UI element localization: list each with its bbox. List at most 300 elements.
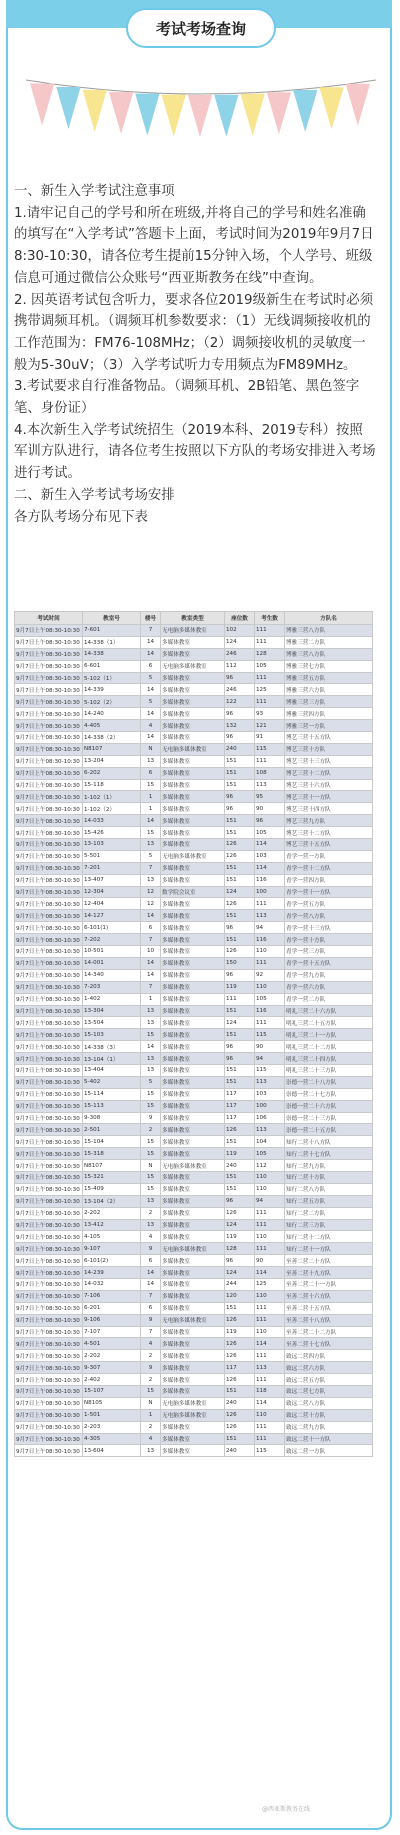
column-header: 楼号 (141, 612, 161, 625)
table-cell: 13 (141, 1195, 161, 1207)
table-cell: 116 (255, 1005, 285, 1017)
table-cell: 110 (255, 1409, 285, 1421)
table-cell: 多媒体教室 (161, 1112, 225, 1124)
table-row (15, 708, 373, 720)
table-row (15, 660, 373, 672)
table-cell: 多媒体教室 (161, 1290, 225, 1302)
bunting-flag (56, 87, 80, 129)
table-cell: 15-103 (83, 1029, 141, 1041)
table-cell: 无电脑多媒体教室 (161, 1160, 225, 1172)
bunting-flag (83, 90, 107, 132)
table-row (15, 910, 373, 922)
table-row (15, 815, 373, 827)
table-cell: 15 (141, 1386, 161, 1398)
table-cell: 多媒体教室 (161, 1350, 225, 1362)
table-row (15, 1267, 373, 1279)
table-cell: 数学院会议室 (161, 886, 225, 898)
table-cell: 151 (225, 862, 255, 874)
exam-room-table (14, 611, 373, 1457)
table-cell: 多媒体教室 (161, 672, 225, 684)
table-cell: 96 (255, 815, 285, 827)
table-cell: 151 (225, 1029, 255, 1041)
table-cell: 无电脑多媒体教室 (161, 1409, 225, 1421)
table-cell: 无电脑多媒体教室 (161, 1314, 225, 1326)
table-cell: 青学一营十五方队 (285, 957, 373, 969)
bunting-flag (188, 95, 212, 137)
table-cell: 9月7日上午08:30-10:30 (15, 755, 83, 767)
table-cell: 111 (255, 1243, 285, 1255)
table-cell: 14-340 (83, 969, 141, 981)
table-cell: 111 (255, 957, 285, 969)
table-row (15, 779, 373, 791)
table-cell: 126 (225, 1374, 255, 1386)
table-cell: 93 (255, 708, 285, 720)
table-cell: 博雅三营五方队 (285, 672, 373, 684)
table-cell: 110 (255, 1231, 285, 1243)
table-cell: 5-102（2） (83, 696, 141, 708)
table-cell: 9月7日上午08:30-10:30 (15, 993, 83, 1005)
table-cell: 6-101(2) (83, 1255, 141, 1267)
table-cell: 博艺三营十五方队 (285, 732, 373, 744)
table-cell: 9月7日上午08:30-10:30 (15, 767, 83, 779)
table-row (15, 1433, 373, 1445)
table-cell: 119 (225, 1231, 255, 1243)
table-cell: 博雅三营八方队 (285, 625, 373, 637)
table-row (15, 1195, 373, 1207)
table-cell: 无电脑多媒体教室 (161, 743, 225, 755)
table-cell: 103 (255, 1088, 285, 1100)
table-cell: 青学一营十二方队 (285, 862, 373, 874)
table-cell: 9月7日上午08:30-10:30 (15, 1017, 83, 1029)
table-cell: 明礼三营二十二方队 (285, 1041, 373, 1053)
table-cell: 112 (225, 660, 255, 672)
table-cell: 15 (141, 1100, 161, 1112)
table-cell: 110 (255, 946, 285, 958)
table-cell: 111 (255, 1017, 285, 1029)
table-row (15, 981, 373, 993)
table-cell: 126 (225, 946, 255, 958)
table-cell: 9月7日上午08:30-10:30 (15, 1076, 83, 1088)
table-cell: 9月7日上午08:30-10:30 (15, 684, 83, 696)
table-cell: 14-032 (83, 1278, 141, 1290)
table-cell: 9月7日上午08:30-10:30 (15, 1231, 83, 1243)
table-cell: 14 (141, 648, 161, 660)
table-cell: 126 (225, 898, 255, 910)
table-cell: 4-105 (83, 1231, 141, 1243)
table-row (15, 1112, 373, 1124)
table-cell: 致远二营八方队 (285, 1397, 373, 1409)
table-cell: 111 (225, 993, 255, 1005)
table-cell: 多媒体教室 (161, 1255, 225, 1267)
table-cell: 111 (255, 755, 285, 767)
table-cell: 4 (141, 720, 161, 732)
table-row (15, 1231, 373, 1243)
table-cell: 13 (141, 1017, 161, 1029)
table-cell: 明礼三营二十六方队 (285, 1005, 373, 1017)
table-cell: 知行二营二方队 (285, 1207, 373, 1219)
table-cell: 7-107 (83, 1326, 141, 1338)
table-row (15, 1255, 373, 1267)
table-cell: N (141, 1397, 161, 1409)
table-cell: 明礼三营二十四方队 (285, 1053, 373, 1065)
table-row (15, 1374, 373, 1386)
table-cell: 多媒体教室 (161, 648, 225, 660)
bunting-flag (240, 94, 264, 136)
table-cell: 151 (225, 827, 255, 839)
table-cell: 5 (141, 696, 161, 708)
table-cell: 15-118 (83, 779, 141, 791)
table-cell: 青学一营五方队 (285, 898, 373, 910)
table-cell: 多媒体教室 (161, 767, 225, 779)
table-cell: 151 (225, 1005, 255, 1017)
table-cell: 10 (141, 946, 161, 958)
table-cell: 13-304 (83, 1005, 141, 1017)
table-cell: 多媒体教室 (161, 1195, 225, 1207)
table-cell: 多媒体教室 (161, 1171, 225, 1183)
table-cell: N8107 (83, 743, 141, 755)
table-cell: 1-402 (83, 993, 141, 1005)
table-cell: 114 (255, 1267, 285, 1279)
table-cell: 知行二营十方队 (285, 1171, 373, 1183)
table-cell: 113 (255, 779, 285, 791)
title-tab (126, 8, 276, 48)
table-cell: 9月7日上午08:30-10:30 (15, 1183, 83, 1195)
table-cell: 9月7日上午08:30-10:30 (15, 1100, 83, 1112)
table-cell: 多媒体教室 (161, 1326, 225, 1338)
table-cell: 多媒体教室 (161, 839, 225, 851)
table-cell: 96 (225, 969, 255, 981)
table-cell: 致远二营九方队 (285, 1421, 373, 1433)
table-cell: 151 (225, 910, 255, 922)
table-row (15, 1076, 373, 1088)
table-cell: 10-501 (83, 946, 141, 958)
table-cell: 博艺三营十六方队 (285, 779, 373, 791)
table-cell: 106 (255, 1112, 285, 1124)
table-cell: 9月7日上午08:30-10:30 (15, 1267, 83, 1279)
table-cell: 111 (255, 1374, 285, 1386)
column-header: 教室号 (83, 612, 141, 625)
table-cell: 14-239 (83, 1267, 141, 1279)
table-cell: 103 (255, 850, 285, 862)
table-cell: 9月7日上午08:30-10:30 (15, 1243, 83, 1255)
table-cell: 14-127 (83, 910, 141, 922)
table-cell: 96 (225, 803, 255, 815)
table-cell: 9月7日上午08:30-10:30 (15, 803, 83, 815)
table-cell: 113 (255, 1076, 285, 1088)
table-cell: 94 (255, 922, 285, 934)
table-cell: 多媒体教室 (161, 827, 225, 839)
table-cell: 崇德一营二十五方队 (285, 1124, 373, 1136)
table-cell: 124 (225, 1219, 255, 1231)
table-cell: 15 (141, 1148, 161, 1160)
table-cell: 94 (255, 1195, 285, 1207)
table-cell: 青学一营六方队 (285, 981, 373, 993)
table-cell: 7 (141, 1290, 161, 1302)
table-cell: 7 (141, 1326, 161, 1338)
table-cell: 崇德一营二十七方队 (285, 1088, 373, 1100)
table-cell: 9 (141, 1362, 161, 1374)
table-cell: 126 (225, 1421, 255, 1433)
table-cell: 知行二营三方队 (285, 1219, 373, 1231)
table-cell: 无电脑多媒体教室 (161, 1397, 225, 1409)
bunting-flag (293, 90, 317, 132)
table-cell: 9月7日上午08:30-10:30 (15, 648, 83, 660)
table-cell: 1 (141, 993, 161, 1005)
table-row (15, 1219, 373, 1231)
table-cell: 7-202 (83, 934, 141, 946)
table-cell: 113 (255, 1362, 285, 1374)
table-cell: 119 (225, 1148, 255, 1160)
notice-item-2: 2. 因英语考试包含听力，要求各位2019级新生在考试时必须携带调频耳机。（调频耳机参数要求：（1）无线调频接收机的工作范围为：FM76-108MHz；（2）调频接收机的灵敏度一般为5-30uV；（3）入学考试听力专用频点为FM89MHz。 (14, 292, 374, 373)
table-cell: 6-202 (83, 767, 141, 779)
watermark: @西亚斯教务在线 (262, 1806, 311, 1813)
table-cell: 6-601 (83, 660, 141, 672)
table-cell: 9月7日上午08:30-10:30 (15, 1207, 83, 1219)
table-row (15, 1160, 373, 1172)
table-cell: 博雅三营六方队 (285, 684, 373, 696)
table-cell: 青学一营三方队 (285, 946, 373, 958)
table-cell: 博艺三营十五方队 (285, 839, 373, 851)
table-cell: 7 (141, 934, 161, 946)
table-cell: 5 (141, 672, 161, 684)
table-cell: 12 (141, 886, 161, 898)
table-cell: 9月7日上午08:30-10:30 (15, 874, 83, 886)
table-cell: 9月7日上午08:30-10:30 (15, 1386, 83, 1398)
table-cell: 2 (141, 1421, 161, 1433)
table-cell: 111 (255, 636, 285, 648)
table-cell: 多媒体教室 (161, 874, 225, 886)
table-cell: 117 (225, 1100, 255, 1112)
table-row (15, 767, 373, 779)
table-cell: 9月7日上午08:30-10:30 (15, 850, 83, 862)
table-cell: 113 (255, 1124, 285, 1136)
table-cell: 14-240 (83, 708, 141, 720)
table-cell: 15 (141, 1183, 161, 1195)
table-cell: 博雅三营八方队 (285, 648, 373, 660)
notice-item-1: 1.请牢记自己的学号和所在班级,并将自己的学号和姓名准确的填写在“入学考试”答题卡上面，考试时间为2019年9月7日8:30-10:30，请各位考生提前15分钟入场，个人学号、班级信息可通过微信公众账号“西亚斯教务在线”中查询。 (14, 205, 374, 286)
table-cell: 多媒体教室 (161, 1338, 225, 1350)
table-cell: 多媒体教室 (161, 1207, 225, 1219)
table-cell: 7 (141, 625, 161, 637)
table-cell: 108 (255, 767, 285, 779)
table-row (15, 1314, 373, 1326)
table-cell: 114 (255, 839, 285, 851)
table-cell: 13-103 (83, 839, 141, 851)
table-cell: 9月7日上午08:30-10:30 (15, 779, 83, 791)
table-row (15, 1064, 373, 1076)
table-cell: 112 (255, 1160, 285, 1172)
table-cell: 12-404 (83, 898, 141, 910)
table-cell: 14 (141, 910, 161, 922)
table-cell: 110 (255, 1326, 285, 1338)
table-cell: 多媒体教室 (161, 1219, 225, 1231)
table-cell: 13 (141, 874, 161, 886)
table-cell: 115 (255, 1064, 285, 1076)
table-row (15, 791, 373, 803)
table-cell: 124 (225, 636, 255, 648)
table-cell: 13-104（1） (83, 1053, 141, 1065)
table-cell: 无电脑多媒体教室 (161, 850, 225, 862)
table-cell: 多媒体教室 (161, 1148, 225, 1160)
table-row (15, 1124, 373, 1136)
table-cell: 多媒体教室 (161, 1136, 225, 1148)
table-cell: 110 (255, 1290, 285, 1302)
table-cell: 9月7日上午08:30-10:30 (15, 1195, 83, 1207)
table-cell: 9 (141, 1243, 161, 1255)
table-cell: 9月7日上午08:30-10:30 (15, 1005, 83, 1017)
table-cell: 9月7日上午08:30-10:30 (15, 1124, 83, 1136)
table-cell: 多媒体教室 (161, 1231, 225, 1243)
table-cell: 9月7日上午08:30-10:30 (15, 1290, 83, 1302)
table-cell: 240 (225, 1160, 255, 1172)
table-cell: 多媒体教室 (161, 684, 225, 696)
table-cell: 151 (225, 1302, 255, 1314)
table-cell: 9月7日上午08:30-10:30 (15, 1445, 83, 1457)
table-cell: 151 (225, 1171, 255, 1183)
table-cell: 9月7日上午08:30-10:30 (15, 732, 83, 744)
table-row (15, 839, 373, 851)
table-cell: 14-001 (83, 957, 141, 969)
table-row (15, 672, 373, 684)
table-cell: 128 (255, 648, 285, 660)
table-cell: 9月7日上午08:30-10:30 (15, 1029, 83, 1041)
table-cell: 9月7日上午08:30-10:30 (15, 1302, 83, 1314)
bunting-flag (214, 95, 238, 137)
table-cell: 青学一营八方队 (285, 910, 373, 922)
table-cell: 14 (141, 1278, 161, 1290)
table-cell: 13 (141, 755, 161, 767)
table-cell: 多媒体教室 (161, 1421, 225, 1433)
table-cell: 6 (141, 660, 161, 672)
table-cell: 14 (141, 708, 161, 720)
table-cell: 至善二营二十一方队 (285, 1278, 373, 1290)
table-cell: 1-501 (83, 1409, 141, 1421)
table-row (15, 1029, 373, 1041)
table-cell: 244 (225, 1278, 255, 1290)
table-cell: 博雅三营七方队 (285, 660, 373, 672)
table-cell: 151 (225, 1433, 255, 1445)
table-cell: 多媒体教室 (161, 1088, 225, 1100)
table-cell: 9月7日上午08:30-10:30 (15, 1350, 83, 1362)
table-cell: 151 (225, 1136, 255, 1148)
table-cell: 多媒体教室 (161, 1076, 225, 1088)
table-cell: 9月7日上午08:30-10:30 (15, 791, 83, 803)
table-cell: 2-202 (83, 1207, 141, 1219)
table-cell: 111 (255, 672, 285, 684)
table-cell: 多媒体教室 (161, 720, 225, 732)
table-row (15, 1088, 373, 1100)
table-cell: 9-107 (83, 1243, 141, 1255)
table-cell: 9月7日上午08:30-10:30 (15, 934, 83, 946)
table-row (15, 850, 373, 862)
table-cell: 青学一营四方队 (285, 874, 373, 886)
column-header: 方队名 (285, 612, 373, 625)
table-cell: 多媒体教室 (161, 993, 225, 1005)
table-cell: 150 (225, 957, 255, 969)
table-cell: 15-409 (83, 1183, 141, 1195)
table-cell: 4 (141, 1433, 161, 1445)
table-cell: 151 (225, 815, 255, 827)
table-cell: 青学一营二方队 (285, 993, 373, 1005)
table-cell: 96 (225, 708, 255, 720)
table-cell: 15-318 (83, 1148, 141, 1160)
table-cell: 多媒体教室 (161, 898, 225, 910)
table-cell: 青学一营十一方队 (285, 886, 373, 898)
table-row (15, 1053, 373, 1065)
table-cell: 博雅三营三方队 (285, 696, 373, 708)
table-cell: 9-308 (83, 1112, 141, 1124)
table-cell: 多媒体教室 (161, 1302, 225, 1314)
table-cell: 14 (141, 957, 161, 969)
table-cell: 1-102（1） (83, 791, 141, 803)
table-cell: 13 (141, 1064, 161, 1076)
table-cell: 多媒体教室 (161, 1017, 225, 1029)
table-row (15, 1421, 373, 1433)
table-cell: 多媒体教室 (161, 957, 225, 969)
table-cell: 致远二营四方队 (285, 1350, 373, 1362)
table-cell: 崇德一营二十八方队 (285, 1076, 373, 1088)
table-cell: 14-338（3） (83, 1041, 141, 1053)
table-cell: 151 (225, 1076, 255, 1088)
table-cell: 9月7日上午08:30-10:30 (15, 636, 83, 648)
table-cell: 致远二营十方队 (285, 1409, 373, 1421)
table-cell: 13 (141, 1053, 161, 1065)
table-row (15, 684, 373, 696)
table-row (15, 886, 373, 898)
table-cell: 1 (141, 791, 161, 803)
table-cell: 2-501 (83, 1124, 141, 1136)
table-cell: 4-405 (83, 720, 141, 732)
table-cell: 151 (225, 1386, 255, 1398)
table-cell: 博雅三营一方队 (285, 720, 373, 732)
table-cell: 5-402 (83, 1076, 141, 1088)
section-heading-2: 二、新生入学考试考场安排 (14, 487, 175, 503)
table-cell: 126 (225, 1124, 255, 1136)
table-cell: 多媒体教室 (161, 1445, 225, 1457)
table-cell: 126 (225, 1409, 255, 1421)
table-cell: 4 (141, 1231, 161, 1243)
table-row (15, 755, 373, 767)
table-cell: 105 (255, 993, 285, 1005)
table-cell: 9月7日上午08:30-10:30 (15, 815, 83, 827)
table-cell: 128 (225, 1243, 255, 1255)
table-cell: 116 (255, 934, 285, 946)
table-cell: 9月7日上午08:30-10:30 (15, 1160, 83, 1172)
table-cell: 96 (225, 672, 255, 684)
table-cell: 2-203 (83, 1421, 141, 1433)
table-cell: 6 (141, 1302, 161, 1314)
table-cell: 14 (141, 1267, 161, 1279)
table-cell: 14-338 (83, 648, 141, 660)
table-cell: 122 (225, 696, 255, 708)
table-cell: 2 (141, 1207, 161, 1219)
table-cell: 无电脑多媒体教室 (161, 1243, 225, 1255)
table-cell: 博雅三营四方队 (285, 708, 373, 720)
table-cell: 5 (141, 1076, 161, 1088)
table-cell: 2-402 (83, 1374, 141, 1386)
table-cell: 14 (141, 815, 161, 827)
table-cell: 青学一营一方队 (285, 850, 373, 862)
table-cell: 多媒体教室 (161, 732, 225, 744)
table-cell: 7 (141, 862, 161, 874)
table-cell: 多媒体教室 (161, 803, 225, 815)
table-cell: 115 (255, 743, 285, 755)
table-cell: 95 (255, 791, 285, 803)
table-cell: 6 (141, 767, 161, 779)
table-cell: 博艺三营十三方队 (285, 755, 373, 767)
table-cell: 125 (255, 684, 285, 696)
table-cell: 多媒体教室 (161, 1029, 225, 1041)
